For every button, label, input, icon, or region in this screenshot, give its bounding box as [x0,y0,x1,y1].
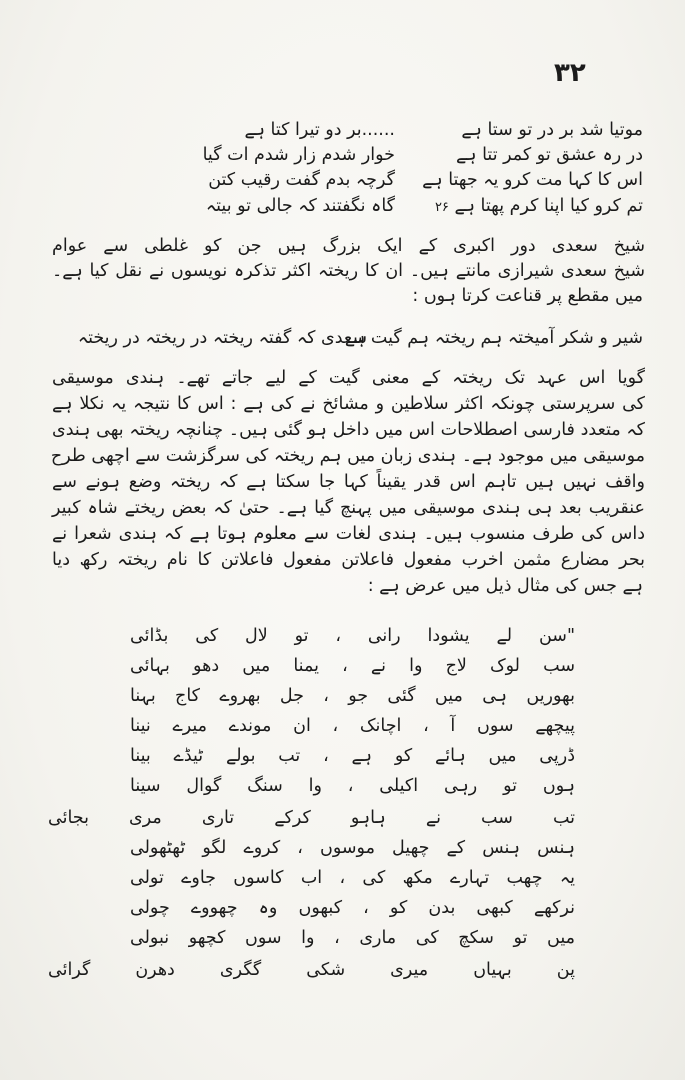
couplet-4-first-half: گاہ نگفتند کہ جالی تو بیتہ [205,196,395,216]
paragraph-2-line-9: ہے جس کی مثال ذیل میں عرض ہے : [367,576,643,596]
couplet-4-second-half-text: تم کرو کیا اپنا کرم پھتا ہے [454,196,643,216]
verse-line-9: یہ چھب تہارے مکھ کی ، اب کاسوں جاوے تولی [130,868,575,888]
verse-line-11: میں تو سکچ کی ماری ، وا سوں کچھو نبولی [130,928,575,948]
paragraph-2-line-5: واقف نہیں ہیں تاہم اس قدر یقیناً کہا جا سکتا ہے کہ ریختہ وضع ہونے سے [52,472,645,492]
verse-line-2: سب لوک لاج وا نے ، یمنا میں دھو بہائی [130,656,575,676]
verse-line-3: بھوریں ہی میں گئی جو ، جل بھروے کاج بہنا [130,686,575,706]
verse-line-8: ہنس ہنس کے چھیل موسوں ، کروے لگو ٹھٹھولی [130,838,575,858]
verse-line-6: ہوں تو رہی اکیلی ، وا سنگ گوال سینا [130,776,575,796]
quote-couplet-first-half: سعدی کہ گفتہ ریختہ در ریختہ در ریختہ [77,328,367,348]
verse-line-12: پن بہیاں میری شکی گگری دھرن گرائی [48,960,575,980]
couplet-3-second-half: اس کا کہا مت کرو یہ جھتا ہے [422,170,643,190]
verse-line-10: نرکھے کبھی بدن کو ، کبھوں وہ چھووے چولی [130,898,575,918]
couplet-2-second-half: در رہ عشق تو کمر تتا ہے [456,145,643,165]
couplet-2-first-half: خوار شدم زار شدم ات گیا [202,145,395,165]
paragraph-1-line-3: میں مقطع پر قناعت کرتا ہوں : [412,286,643,306]
paragraph-2-line-1: گویا اس عہد تک ریختہ کے معنی گیت کے لیے جاتے تھے۔ ہندی موسیقی [52,368,645,388]
paragraph-2-line-8: بحر مضارع مثمن اخرب مفعول فاعلاتن مفعول فاعلاتن کا نام ریختہ رکھ دیا [52,550,645,570]
paragraph-2-line-7: داس کی طرف منسوب ہیں۔ ہندی لغات سے معلوم ہوتا ہے کہ ہندی شعرا نے [52,524,645,544]
couplet-1-first-half: ......بر دو تیرا کتا ہے [244,120,395,140]
paragraph-1-line-1: شیخ سعدی دور اکبری کے ایک بزرگ ہیں جن کو غلطی سے عوام [52,236,645,256]
verse-line-5: ڈرپی میں ہائے کو ہے ، تب بولے ٹیڈے بینا [130,746,575,766]
paragraph-2-line-3: کہ متعدد فارسی اصطلاحات اس میں داخل ہو گئی ہیں۔ چنانچہ ریختہ بھی ہندی [52,420,645,440]
paragraph-1-line-2: شیخ سعدی شیرازی مانتے ہیں۔ ان کا ریختہ اکثر تذکرہ نویسوں نے نقل کیا ہے۔ [52,261,645,281]
paragraph-2-line-4: موسیقی میں موجود ہے۔ ہندی زبان میں ہم ریختہ کی سرگزشت سے اچھی طرح [50,446,645,466]
footnote-marker: ۲۶ [434,200,449,215]
couplet-1-second-half: موتیا شد بر در تو ستا ہے [461,120,643,140]
verse-line-1: "سن لے یشودا رانی ، تو لال کی بڈائی [130,626,575,646]
verse-line-7: تب سب نے ہاہو کرکے تاری مری بجائی [48,808,575,828]
page-number: ۳۲ [554,58,586,88]
verse-line-4: پیچھے سوں آ ، اچانک ، ان موندے میرے نینا [130,716,575,736]
paragraph-2-line-2: کی سرپرستی چونکہ اکثر سلاطین و مشائخ نے کی ہے : اس کا نتیجہ یہ نکلا ہے [52,394,645,414]
couplet-4-second-half [435,194,643,220]
quote-couplet-second-half: شیر و شکر آمیختہ ہم ریختہ ہم گیت ہے [344,328,643,348]
couplet-3-first-half: گرچہ بدم گفت رقیب کتن [208,170,395,190]
paragraph-2-line-6: عنقریب بعد ہی ہندی موسیقی میں پہنچ گیا ہے۔ حتیٰ کہ بعض ریختے شاہ کبیر [52,498,645,518]
